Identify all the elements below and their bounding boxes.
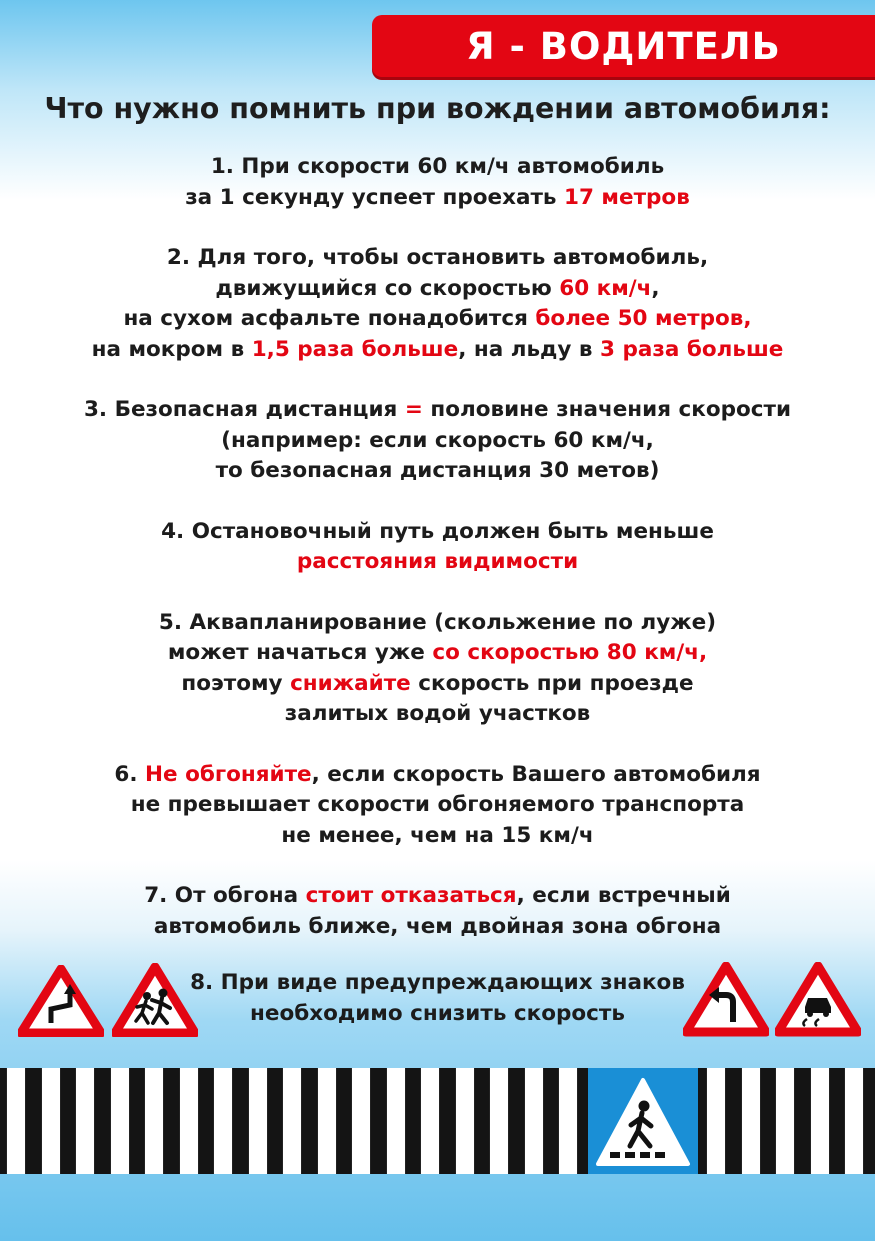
zebra-stripe	[741, 1068, 761, 1174]
rule-text: залитых водой участков	[284, 701, 591, 726]
rule-8-line-1: 8. При виде предупреждающих знаков	[190, 970, 685, 995]
highlight-text: 60 км/ч	[559, 275, 652, 301]
zebra-stripe	[213, 1068, 233, 1174]
zebra-stripe	[6, 1068, 26, 1174]
zebra-stripe	[386, 1068, 406, 1174]
page-title: Я - ВОДИТЕЛЬ	[466, 25, 781, 68]
rule-line	[0, 426, 875, 457]
rule-text: может начаться уже	[167, 640, 433, 665]
rule-text: 2. Для того, чтобы остановить автомобиль,	[166, 245, 709, 270]
title-banner	[372, 15, 875, 77]
rule-text: на мокром в	[91, 336, 252, 362]
rule-line	[0, 304, 875, 335]
rule-line	[0, 669, 875, 700]
zebra-stripe	[775, 1068, 795, 1174]
highlight-text: 3 раза больше	[600, 336, 784, 362]
rule-text: то безопасная дистанция 30 метов)	[215, 458, 660, 483]
rule-text: 4. Остановочный путь должен быть меньше	[161, 518, 714, 544]
zebra-stripes	[0, 1068, 875, 1174]
rules-list	[0, 152, 875, 972]
rule-text: 6.	[114, 761, 146, 787]
rule-3	[0, 395, 875, 487]
zebra-stripe	[420, 1068, 440, 1174]
rule-text: ,	[651, 275, 660, 301]
zebra-stripe	[810, 1068, 830, 1174]
zebra-stripe	[282, 1068, 302, 1174]
highlight-text: со скоростью 80 км/ч,	[432, 640, 708, 665]
rule-text: 7. От обгона	[144, 883, 306, 908]
highlight-text: расстояния видимости	[296, 549, 579, 574]
zebra-stripe	[351, 1068, 371, 1174]
rule-1	[0, 152, 875, 213]
zebra-stripe	[248, 1068, 268, 1174]
rule-line	[0, 699, 875, 730]
rule-text: скорость при проезде	[410, 670, 694, 696]
rule-line	[0, 912, 875, 943]
zebra-stripe	[41, 1068, 61, 1174]
rule-5	[0, 608, 875, 730]
rule-line	[0, 760, 875, 791]
rule-text: , если скорость Вашего автомобиля	[311, 761, 761, 787]
rule-text: поэтому	[181, 670, 291, 696]
zebra-stripe	[110, 1068, 130, 1174]
rule-text: половине значения скорости	[422, 397, 792, 422]
zebra-stripe	[524, 1068, 544, 1174]
rule-text: на сухом асфальте понадобится	[123, 306, 536, 331]
rule-text: не превышает скорости обгоняемого транспорта	[130, 792, 745, 817]
rule-line	[0, 608, 875, 639]
rule-line	[0, 638, 875, 669]
rule-text: , на льду в	[458, 336, 601, 362]
zebra-stripe	[706, 1068, 726, 1174]
rule-line	[0, 881, 875, 912]
rule-text: 1. При скорости 60 км/ч автомобиль	[210, 154, 665, 179]
zebra-stripe	[179, 1068, 199, 1174]
highlight-text: 17 метров	[564, 184, 690, 210]
zebra-stripe	[144, 1068, 164, 1174]
rule-text: 5. Аквапланирование (скольжение по луже)	[158, 609, 717, 635]
rule-text: автомобиль ближе, чем двойная зона обгона	[153, 913, 722, 939]
rule-text: движущийся со скоростью	[215, 275, 560, 301]
rule-line	[0, 335, 875, 366]
rule-line	[0, 790, 875, 821]
rule-line	[0, 274, 875, 305]
highlight-text: =	[404, 397, 423, 422]
zebra-stripe	[844, 1068, 864, 1174]
rule-line	[0, 517, 875, 548]
rule-line	[0, 183, 875, 214]
slippery-road-sign-icon	[775, 962, 861, 1038]
rule-text: не менее, чем на 15 км/ч	[281, 822, 594, 848]
rule-line	[0, 395, 875, 426]
rule-text: , если встречный	[516, 883, 731, 908]
zebra-stripe	[317, 1068, 337, 1174]
zebra-stripe	[489, 1068, 509, 1174]
rule-line	[0, 456, 875, 487]
highlight-text: стоит отказаться	[305, 883, 517, 908]
rule-8	[175, 968, 700, 1029]
rule-text: (например: если скорость 60 км/ч,	[221, 427, 654, 453]
rule-4	[0, 517, 875, 578]
rule-2	[0, 243, 875, 365]
zebra-stripe	[455, 1068, 475, 1174]
rule-6	[0, 760, 875, 852]
rule-8-line-2: необходимо снизить скорость	[250, 1000, 625, 1026]
highlight-text: 1,5 раза больше	[251, 336, 459, 362]
rule-line	[0, 821, 875, 852]
zebra-stripe	[558, 1068, 578, 1174]
highlight-text: снижайте	[290, 670, 411, 696]
rule-text: 3. Безопасная дистанция	[83, 397, 405, 422]
rule-text: за 1 секунду успеет проехать	[185, 184, 565, 210]
highlight-text: более 50 метров,	[535, 306, 752, 331]
pedestrian-crossing-sign-icon	[588, 1068, 698, 1174]
rule-line	[0, 152, 875, 183]
rule-line	[0, 243, 875, 274]
dangerous-curves-sign-icon	[18, 965, 104, 1037]
page-subtitle: Что нужно помнить при вождении автомобиля:	[44, 92, 831, 125]
zebra-stripe	[75, 1068, 95, 1174]
rule-line	[0, 547, 875, 578]
highlight-text: Не обгоняйте	[145, 761, 312, 787]
rule-7	[0, 881, 875, 942]
